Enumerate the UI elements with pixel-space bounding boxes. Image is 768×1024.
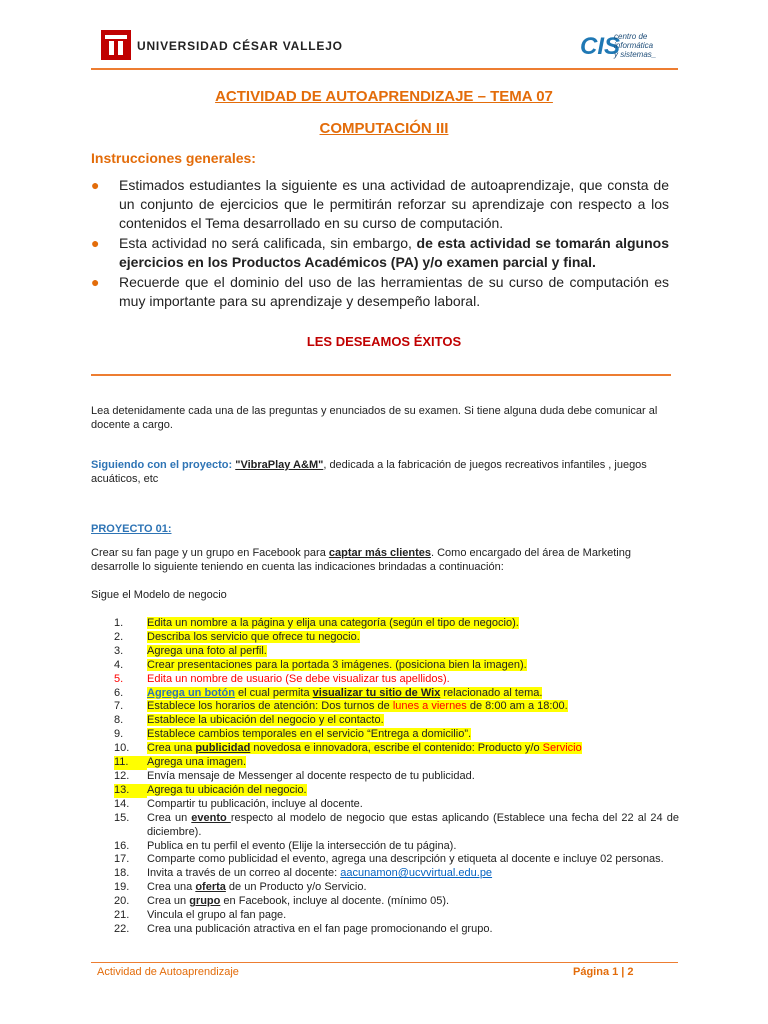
cis-caption-line: centro de <box>614 32 648 41</box>
item-number: 2. <box>114 630 124 643</box>
list-item <box>114 909 679 923</box>
list-item <box>114 770 679 784</box>
task-text: Crear su fan page y un grupo en Facebook para <box>91 547 329 559</box>
item-number: 16. <box>114 839 130 852</box>
item-number: 13. <box>114 784 147 798</box>
list-item <box>114 659 679 673</box>
ucv-logo <box>101 30 131 60</box>
project-name: "VibraPlay A&M" <box>235 459 324 471</box>
header-divider <box>91 68 678 70</box>
item-text: de un Producto y/o Servicio. <box>225 881 367 894</box>
item-text: Describa los servicio que ofrece tu negocio. <box>147 630 360 643</box>
item-text: Establece los horarios de atención: Dos turnos de <box>147 700 393 713</box>
list-item <box>114 784 679 798</box>
cis-caption-line: informática <box>614 41 654 50</box>
list-item <box>114 631 679 645</box>
item-text: Crear presentaciones para la portada 3 imágenes. (posiciona bien la imagen). <box>147 658 527 671</box>
item-text: Establece la ubicación del negocio y el contacto. <box>147 714 384 727</box>
footer-divider <box>91 962 678 963</box>
item-text: en Facebook, incluye al docente. (mínimo 05). <box>220 895 450 908</box>
task-text-emphasis: captar más clientes <box>328 547 431 559</box>
task-list <box>114 617 679 937</box>
reading-instruction: Lea detenidamente cada una de las preguntas y enunciados de su examen. Si tiene alguna duda debe comunicar al docente a cargo. <box>91 405 658 431</box>
list-item <box>114 700 679 714</box>
bullet-dot-icon: ● <box>91 177 100 193</box>
item-text: respecto al modelo de negocio que estas aplicando (Establece una fecha del 22 al 24 de diciembre). <box>147 811 679 838</box>
university-name: UNIVERSIDAD CÉSAR VALLEJO <box>137 39 343 53</box>
instruction-item <box>91 273 669 311</box>
project-intro <box>91 458 679 486</box>
project-task-description <box>91 546 679 574</box>
list-item <box>114 812 679 840</box>
item-text: Crea una <box>147 742 196 755</box>
item-number: 3. <box>114 644 124 657</box>
item-text-emphasis: oferta <box>195 881 226 894</box>
item-number: 4. <box>114 658 124 671</box>
item-text-link: Agrega un botón <box>147 686 235 699</box>
cis-caption <box>614 32 656 59</box>
wishes-heading: LES DESEAMOS ÉXITOS <box>306 334 462 349</box>
item-text-emphasis: visualizar tu sitio de Wix <box>312 686 441 699</box>
item-number: 17. <box>114 853 130 866</box>
cis-caption-line: y sistemas_ <box>614 50 657 59</box>
item-number: 15. <box>114 811 130 824</box>
item-number: 9. <box>114 728 124 741</box>
instruction-text: Esta actividad no será calificada, sin embargo, <box>119 235 417 251</box>
item-text: Edita un nombre de usuario (Se debe visualizar tus apellidos). <box>147 672 450 685</box>
item-number: 10. <box>114 742 130 755</box>
item-number: 22. <box>114 922 130 935</box>
item-text: Vincula el grupo al fan page. <box>147 909 287 922</box>
bullet-dot-icon: ● <box>91 235 100 251</box>
item-text-emphasis: grupo <box>189 895 221 908</box>
page-number: Página 1 | 2 <box>573 966 634 978</box>
item-number: 20. <box>114 895 130 908</box>
cis-logo-text: CIS <box>580 33 621 60</box>
list-item <box>114 645 679 659</box>
item-text: Crea un <box>147 895 190 908</box>
item-text: Edita un nombre a la página y elija una categoría (según el tipo de negocio). <box>147 617 519 629</box>
page-title: ACTIVIDAD DE AUTOAPRENDIZAJE – TEMA 07 <box>215 88 553 105</box>
instruction-text-bold: de esta actividad se tomarán algunos ejercicios en los Productos Académicos (PA) y/o examen parcial y final. <box>119 235 669 270</box>
item-number: 8. <box>114 714 124 727</box>
project-intro-label: Siguiendo con el proyecto: <box>91 459 236 471</box>
list-item <box>114 853 679 867</box>
item-text: relacionado al tema. <box>440 686 543 699</box>
item-text: Agrega tu ubicación del negocio. <box>147 783 307 796</box>
item-text: el cual permita <box>235 686 313 699</box>
item-number: 7. <box>114 700 124 713</box>
instructions-list <box>91 176 669 312</box>
item-number: 14. <box>114 797 130 810</box>
item-text: Crea una publicación atractiva en el fan page promocionando el grupo. <box>147 922 493 935</box>
item-number: 21. <box>114 909 130 922</box>
item-text: Establece cambios temporales en el servicio “Entrega a domicilio”. <box>147 728 472 741</box>
project-intro-rest: , dedicada a la fabricación de juegos recreativos infantiles , juegos acuáticos, etc <box>91 459 647 485</box>
cis-logo <box>580 32 621 63</box>
item-number: 12. <box>114 769 130 782</box>
list-item <box>114 714 679 728</box>
list-item <box>114 840 679 854</box>
item-text-red: Servicio <box>542 742 582 755</box>
list-item <box>114 742 679 756</box>
item-text-red: lunes a viernes <box>392 700 467 713</box>
task-text: . Como encargado del área de Marketing desarrolle lo siguiente teniendo en cuenta las indicaciones brindadas a continuación: <box>91 547 631 573</box>
item-text: Crea un <box>147 811 192 824</box>
project-title: PROYECTO 01: <box>91 523 172 535</box>
item-text: Envía mensaje de Messenger al docente respecto de tu publicidad. <box>147 769 475 782</box>
item-text: Comparte como publicidad el evento, agrega una descripción y etiqueta al docente e incluye 02 personas. <box>147 853 664 866</box>
item-text: Publica en tu perfil el evento (Elije la intersección de tu página). <box>147 839 457 852</box>
section-divider <box>91 374 671 376</box>
item-number: 11. <box>114 756 147 770</box>
item-text-emphasis: publicidad <box>195 742 251 755</box>
list-item <box>114 728 679 742</box>
item-text: Crea una <box>147 881 196 894</box>
instruction-item <box>91 176 669 233</box>
instructions-heading: Instrucciones generales: <box>91 150 256 166</box>
item-number: 19. <box>114 881 130 894</box>
bullet-dot-icon: ● <box>91 274 100 290</box>
list-item <box>114 867 679 881</box>
ucv-emblem-icon <box>101 30 131 60</box>
instruction-item <box>91 234 669 272</box>
list-item <box>114 673 679 687</box>
docente-email-link[interactable]: aacunamon@ucvvirtual.edu.pe <box>340 867 493 880</box>
item-number: 5. <box>114 672 124 685</box>
instruction-text: Estimados estudiantes la siguiente es una actividad de autoaprendizaje, que consta de un conjunto de ejercicios que le permitirán reforzar su aprendizaje con respecto a los contenidos el Tema desarrollado en su curso de computación. <box>119 177 669 231</box>
list-item <box>114 923 679 937</box>
item-number: 1. <box>114 617 124 629</box>
list-item <box>114 895 679 909</box>
list-item <box>114 798 679 812</box>
item-text: Agrega una foto al perfil. <box>147 644 267 657</box>
item-text: Agrega una imagen. <box>147 756 247 769</box>
item-text: Invita a través de un correo al docente: <box>147 867 341 880</box>
instruction-text: Recuerde que el dominio del uso de las herramientas de su curso de computación es muy importante para su aprendizaje y desempeño laboral. <box>119 274 669 309</box>
list-item <box>114 617 679 631</box>
page-subtitle: COMPUTACIÓN III <box>319 120 449 137</box>
item-text: de 8:00 am a 18:00. <box>466 700 568 713</box>
item-text-emphasis: evento <box>191 811 231 824</box>
item-number: 6. <box>114 686 124 699</box>
item-number: 18. <box>114 867 130 880</box>
footer-title: Actividad de Autoaprendizaje <box>97 966 239 978</box>
list-item <box>114 687 679 701</box>
list-item <box>114 756 679 770</box>
cis-logo-icon <box>580 32 621 60</box>
business-model-label: Sigue el Modelo de negocio <box>91 589 227 601</box>
item-text: novedosa e innovadora, escribe el contenido: Producto y/o <box>250 742 543 755</box>
list-item <box>114 881 679 895</box>
item-text: Compartir tu publicación, incluye al docente. <box>147 797 363 810</box>
